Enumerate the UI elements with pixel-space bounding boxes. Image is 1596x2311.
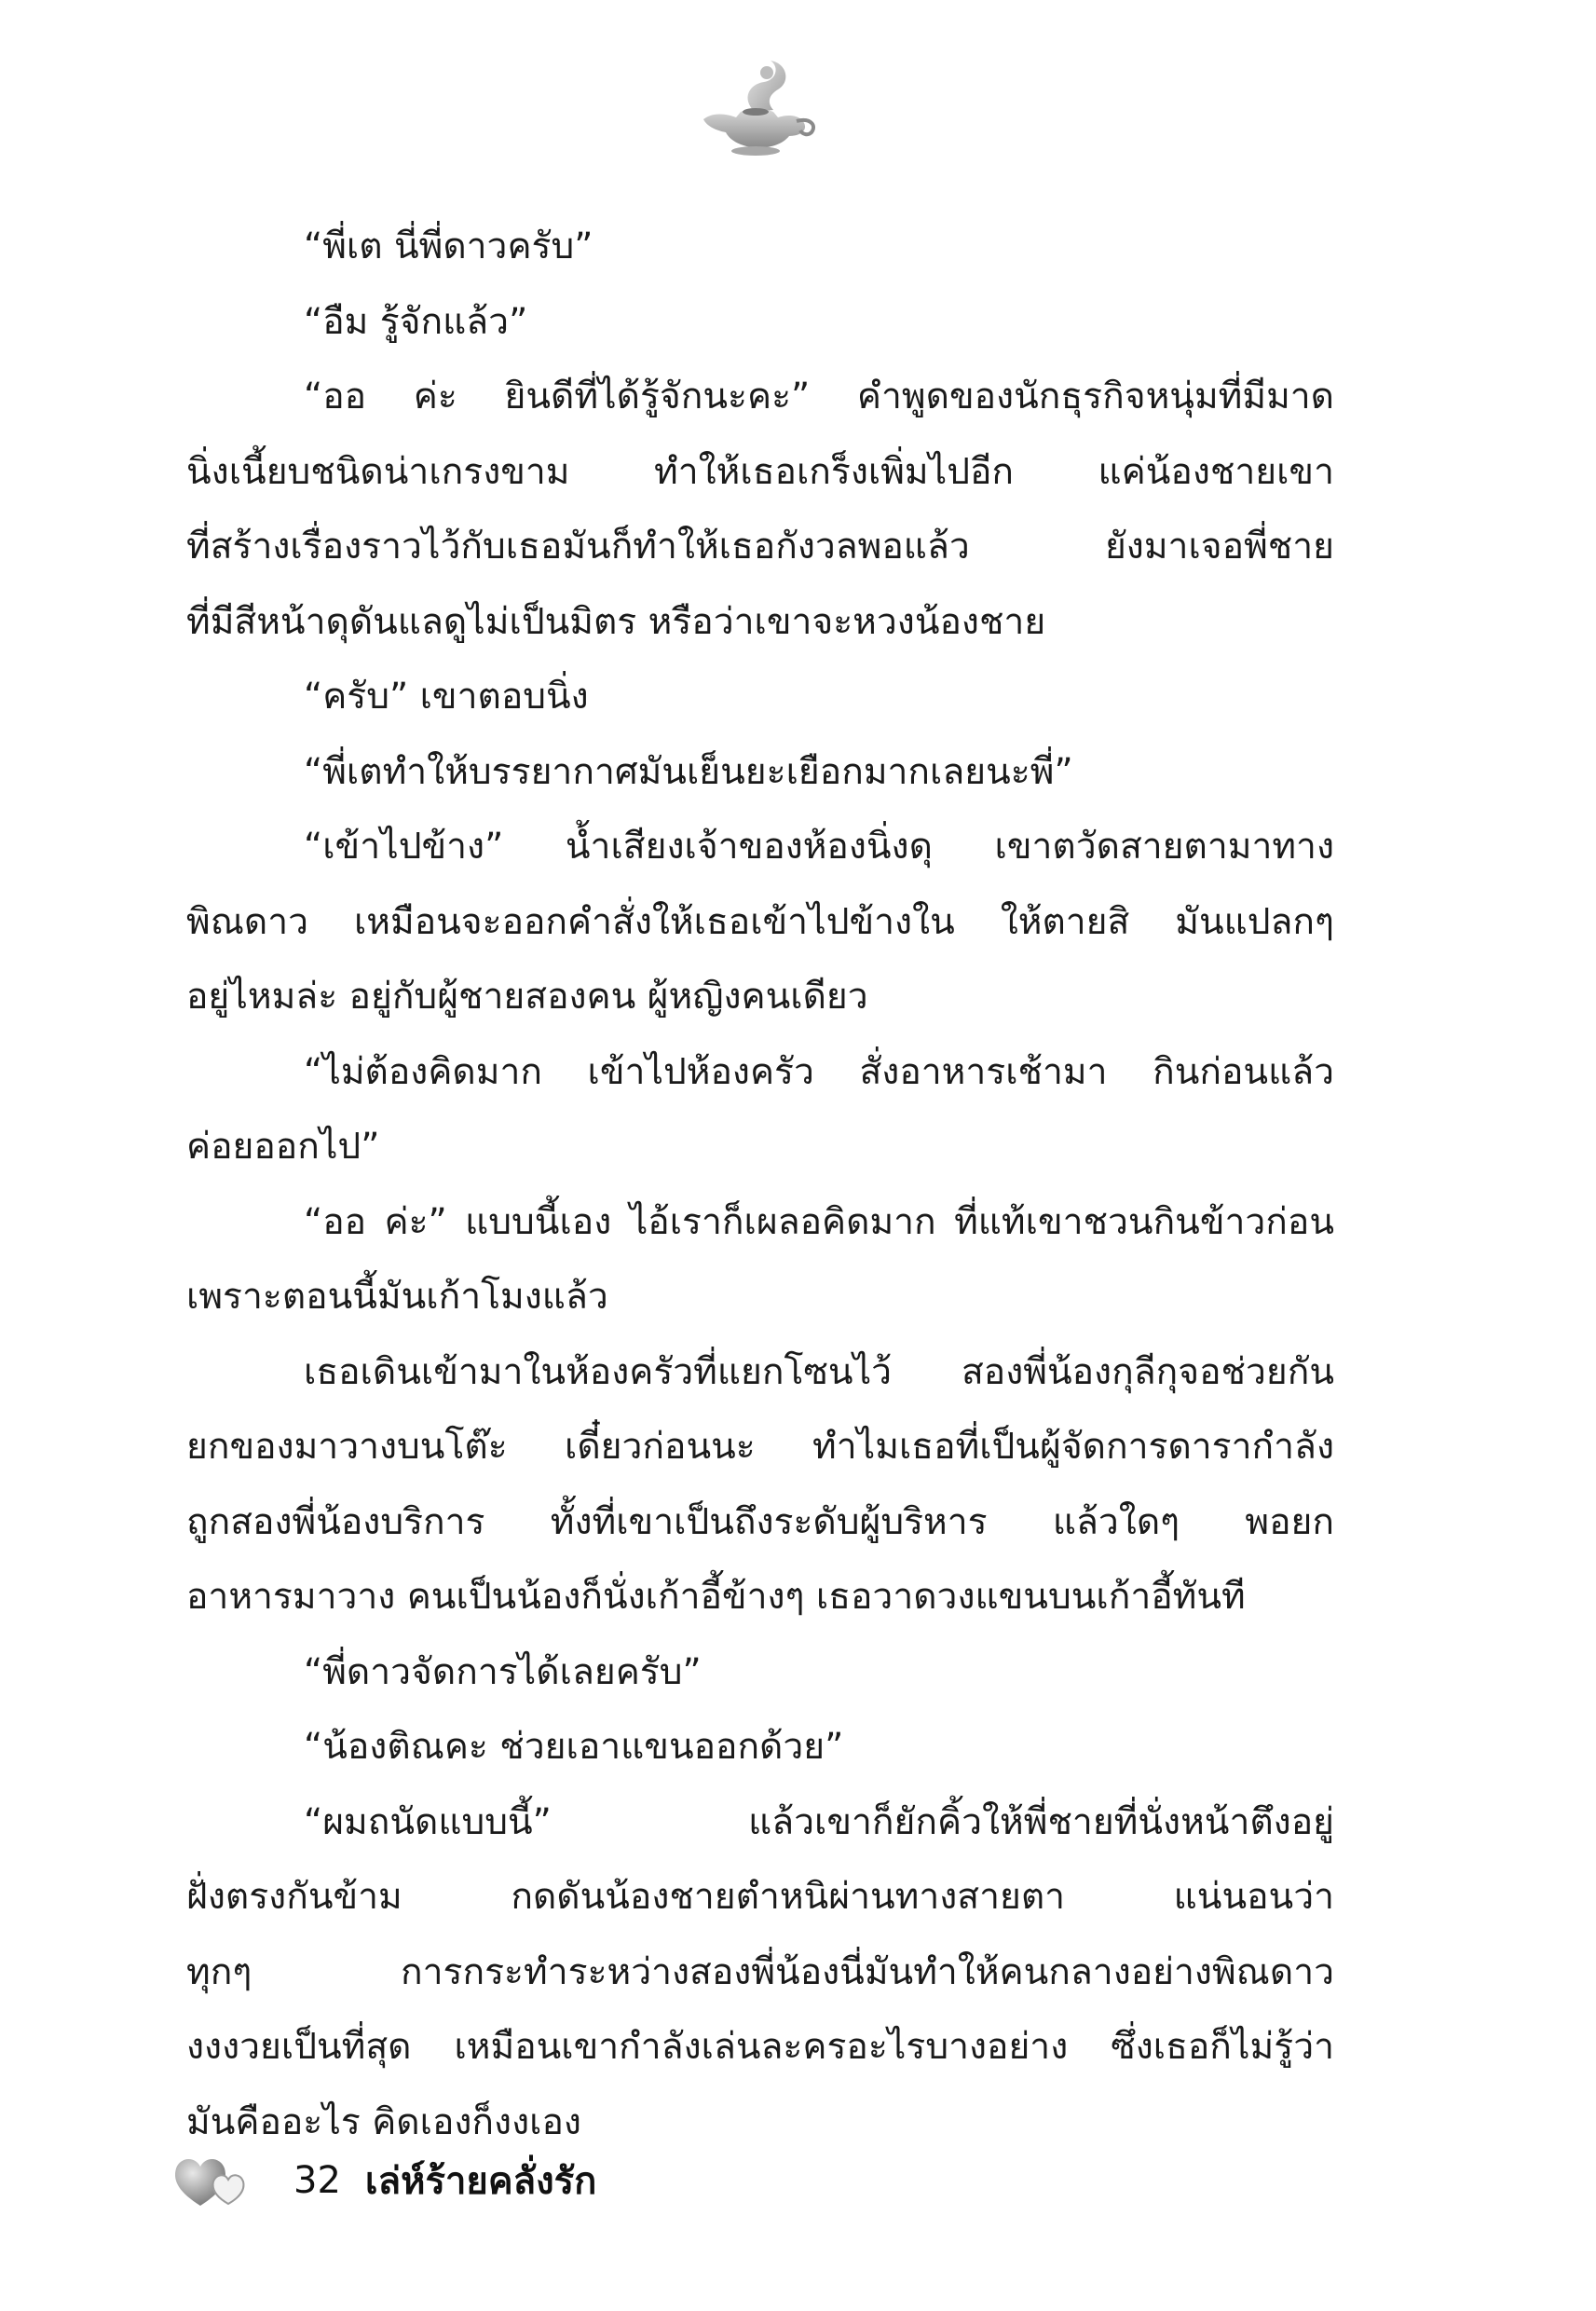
text-line: “อืม รู้จักแล้ว”: [304, 300, 528, 343]
paragraph: [186, 1710, 1334, 1785]
text-line: ค่อยออกไป”: [186, 1126, 380, 1168]
page-footer: [172, 2148, 596, 2213]
text-line: ที่สร้างเรื่องราวไว้กับเธอมันก็ทำให้เธอกังวลพอแล้ว ยังมาเจอพี่ชาย: [186, 526, 1334, 567]
page-number: 32: [293, 2159, 341, 2202]
genie-lamp-icon: [685, 56, 825, 158]
paragraph: [186, 1185, 1334, 1335]
text-line: เพราะตอนนี้มันเก้าโมงแล้ว: [186, 1276, 608, 1318]
text-line: งงงวยเป็นที่สุด เหมือนเขากำลังเล่นละครอะไรบางอย่าง ซึ่งเธอก็ไม่รู้ว่า: [186, 2026, 1334, 2068]
paragraph: [186, 1785, 1334, 2161]
text-line: อาหารมาวาง คนเป็นน้องก็นั่งเก้าอี้ข้างๆ เธอวาดวงแขนบนเก้าอี้ทันที: [186, 1576, 1246, 1618]
text-line: ทุกๆ การกระทำระหว่างสองพี่น้องนี่มันทำให้คนกลางอย่างพิณดาว: [186, 1950, 1334, 1993]
text-body: [186, 210, 1334, 2160]
text-line: “พี่เตทำให้บรรยากาศมันเย็นยะเยือกมากเลยนะพี่”: [304, 750, 1073, 793]
paragraph: [186, 1635, 1334, 1711]
text-line: “น้องติณคะ ช่วยเอาแขนออกด้วย”: [304, 1726, 844, 1768]
text-line: ฝั่งตรงกันข้าม กดดันน้องชายตำหนิผ่านทางสายตา แน่นอนว่า: [186, 1876, 1334, 1918]
text-line: “พี่ดาวจัดการได้เลยครับ”: [304, 1650, 702, 1693]
paragraph: [186, 660, 1334, 735]
text-line: เธอเดินเข้ามาในห้องครัวที่แยกโซนไว้ สองพี่น้องกุลีกุจอช่วยกัน: [304, 1350, 1334, 1393]
paragraph: [186, 810, 1334, 1035]
hearts-icon: [172, 2150, 256, 2211]
text-line: “ผมถนัดแบบนี้” แล้วเขาก็ยักคิ้วให้พี่ชายที่นั่งหน้าตึงอยู่: [304, 1800, 1334, 1843]
text-line: มันคืออะไร คิดเองก็งงเอง: [186, 2100, 581, 2143]
text-line: ยกของมาวางบนโต๊ะ เดี๋ยวก่อนนะ ทำไมเธอที่เป็นผู้จัดการดารากำลัง: [186, 1426, 1334, 1468]
text-line: อยู่ไหมล่ะ อยู่กับผู้ชายสองคน ผู้หญิงคนเดียว: [186, 976, 868, 1018]
text-line: “พี่เต นี่พี่ดาวครับ”: [304, 226, 593, 267]
text-line: “ครับ” เขาตอบนิ่ง: [304, 676, 589, 718]
paragraph: [186, 1335, 1334, 1635]
text-line: พิณดาว เหมือนจะออกคำสั่งให้เธอเข้าไปข้างใน ให้ตายสิ มันแปลกๆ: [186, 900, 1334, 943]
paragraph: [186, 1035, 1334, 1185]
paragraph: [186, 735, 1334, 811]
paragraph: [186, 360, 1334, 660]
text-line: “เข้าไปข้าง” น้ำเสียงเจ้าของห้องนิ่งดุ เขาตวัดสายตามาทาง: [304, 826, 1334, 868]
text-line: “ออ ค่ะ ยินดีที่ได้รู้จักนะคะ” คำพูดของนักธุรกิจหนุ่มที่มีมาด: [304, 376, 1334, 417]
text-line: “ไม่ต้องคิดมาก เข้าไปห้องครัว สั่งอาหารเช้ามา กินก่อนแล้ว: [304, 1050, 1334, 1093]
text-line: นิ่งเนี้ยบชนิดน่าเกรงขาม ทำให้เธอเกร็งเพิ่มไปอีก แค่น้องชายเขา: [186, 450, 1334, 493]
paragraph: [186, 285, 1334, 361]
text-line: “ออ ค่ะ” แบบนี้เอง ไอ้เราก็เผลอคิดมาก ที่แท้เขาชวนกินข้าวก่อน: [304, 1200, 1334, 1243]
paragraph: [186, 210, 1334, 285]
text-line: ถูกสองพี่น้องบริการ ทั้งที่เขาเป็นถึงระดับผู้บริหาร แล้วใดๆ พอยก: [186, 1500, 1334, 1543]
text-line: ที่มีสีหน้าดุดันแลดูไม่เป็นมิตร หรือว่าเขาจะหวงน้องชาย: [186, 600, 1046, 643]
book-title: เล่ห์ร้ายคลั่งรัก: [364, 2160, 597, 2203]
